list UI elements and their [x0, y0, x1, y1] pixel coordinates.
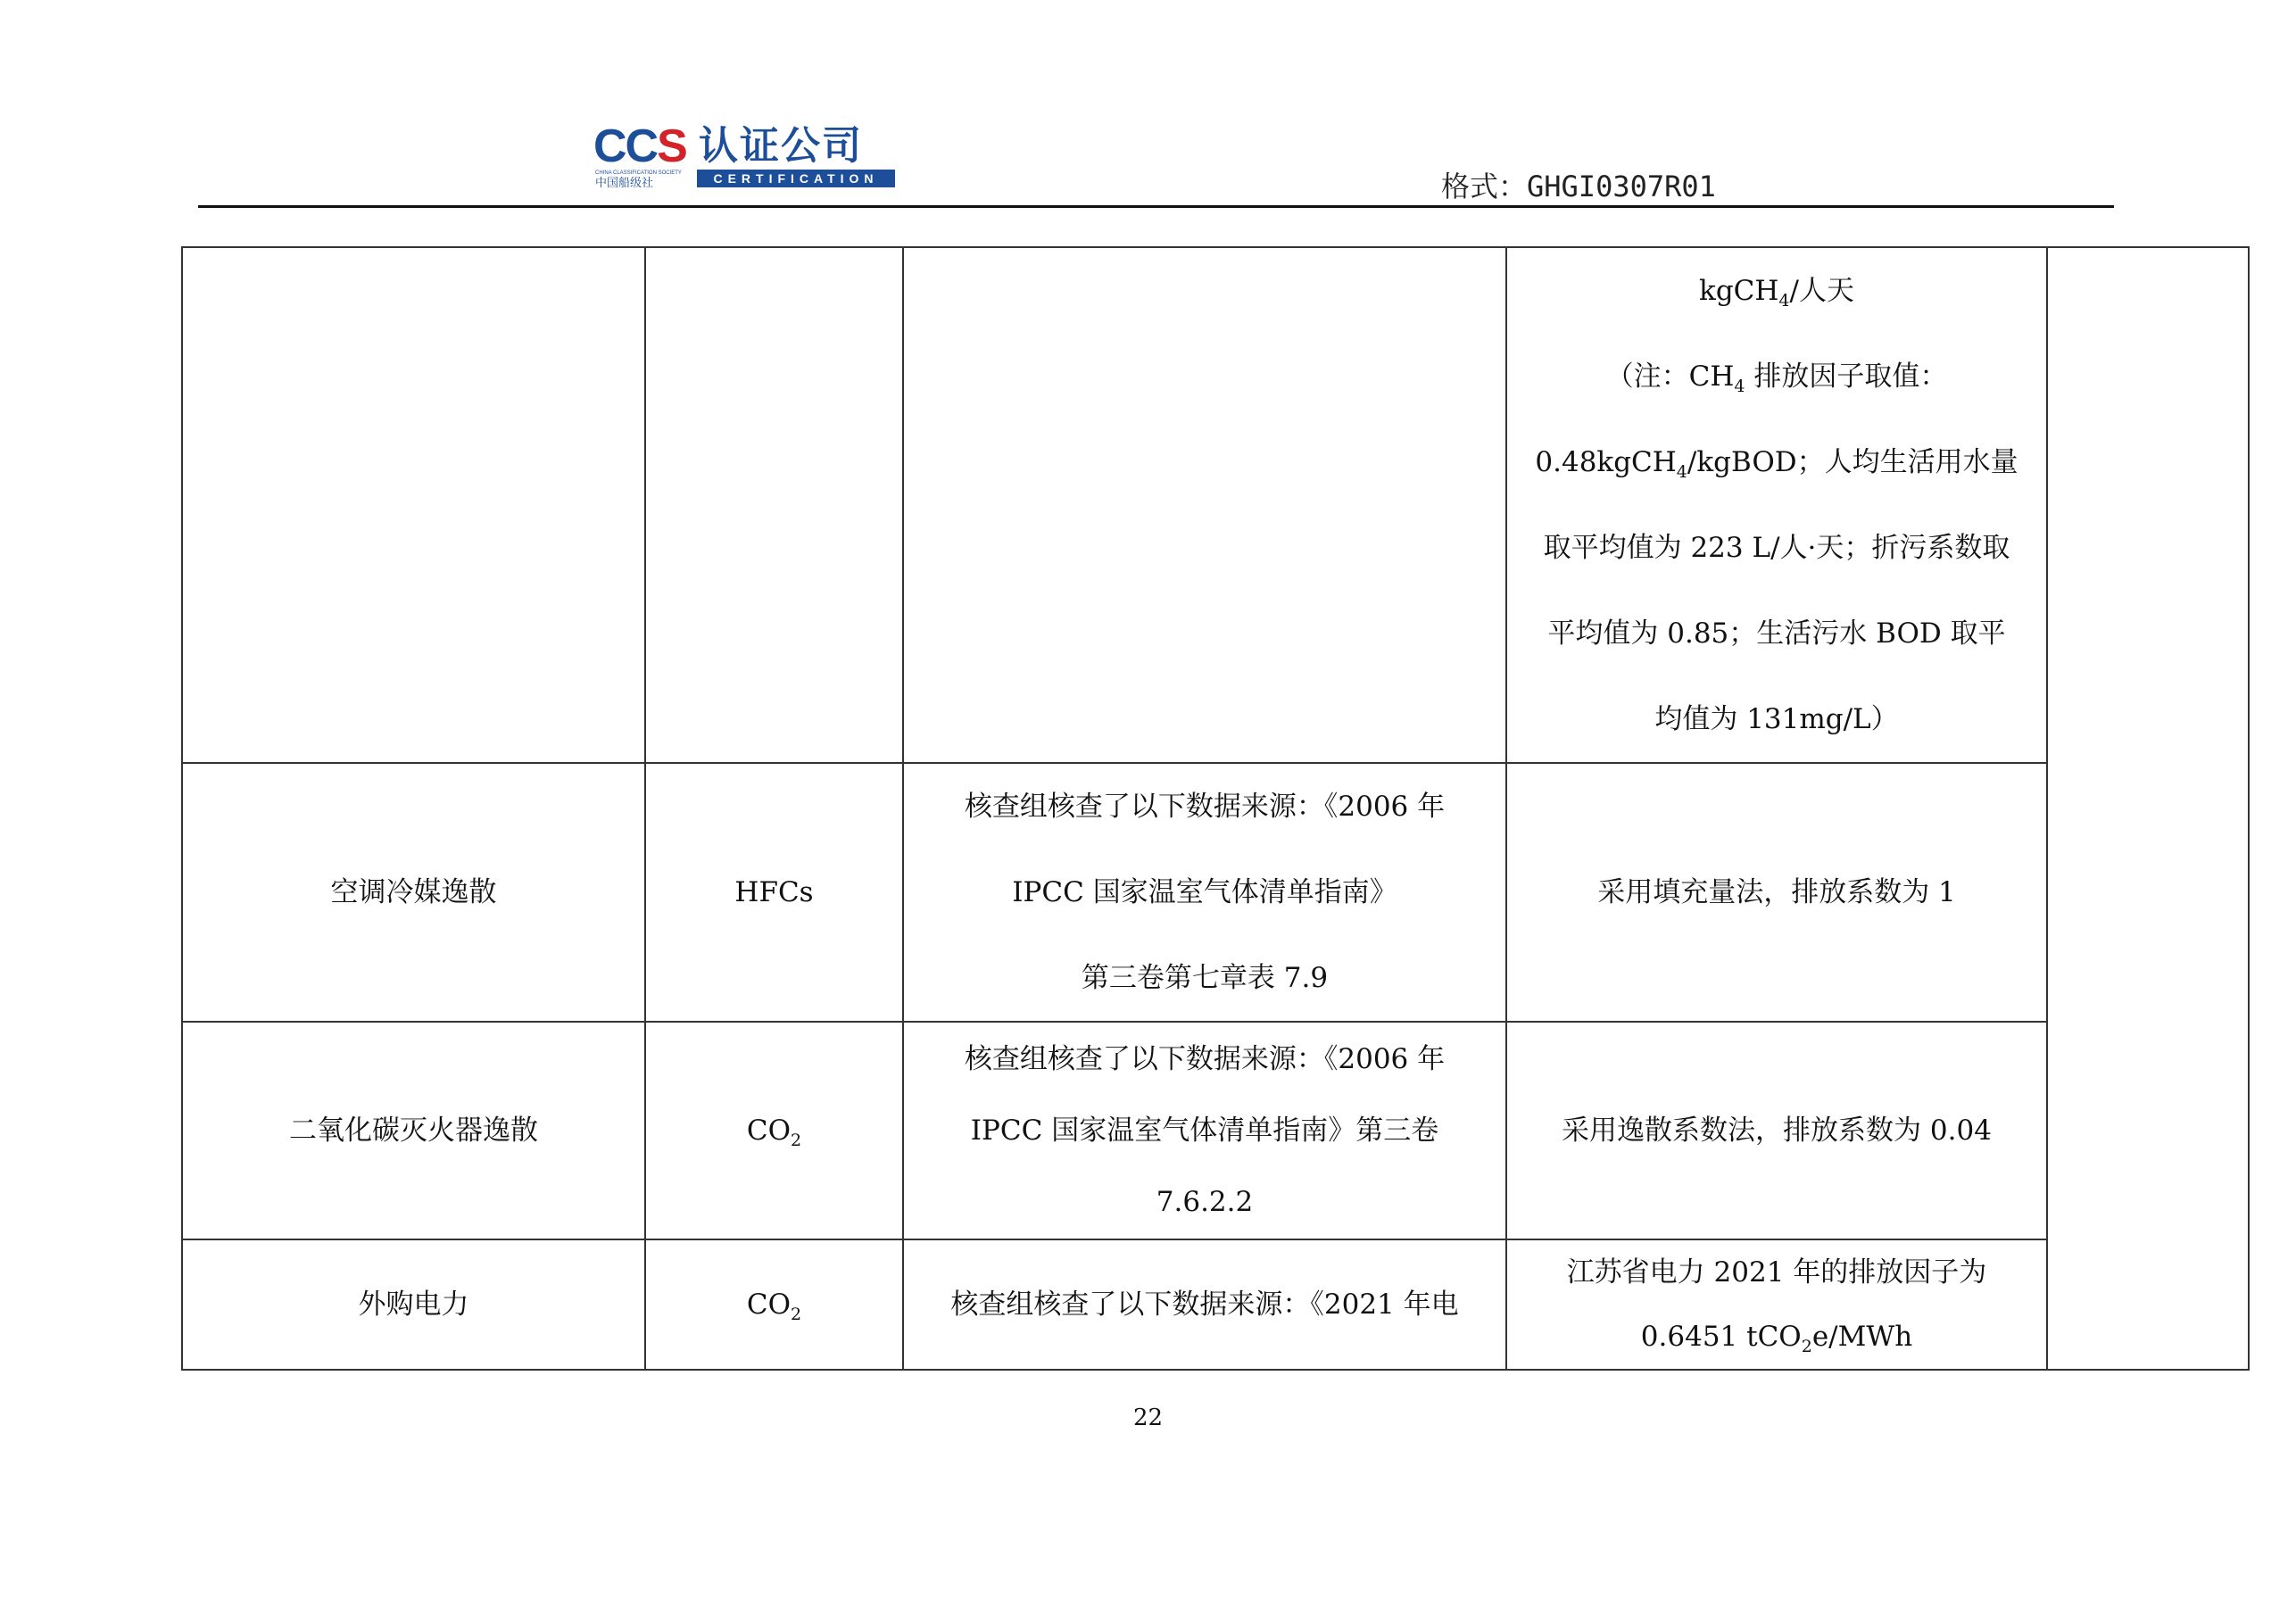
ccs-logo-mark: CCS [593, 120, 686, 172]
logo-society-en: CHINA CLASSIFICATION SOCIETY [595, 170, 682, 176]
source-cell [903, 247, 1506, 763]
method-cell: 采用填充量法，排放系数为 1 [1506, 763, 2047, 1022]
method-cell: kgCH$_4$/人天 （注：$CH_4$ 排放因子取值： 0.48kgCH$_4$/kgBOD；人均生活用水量 取平均值为 223 L/人·天；折污系数取 平均值为 0.85；生活污水 BOD 取平 均值为 131mg/L） [1506, 247, 2047, 763]
activity-cell [182, 247, 645, 763]
method-cell: 江苏省电力 2021 年的排放因子为 0.6451 tCO$_2$e/MWh [1506, 1239, 2047, 1370]
logo-company-name: 认证公司 [699, 123, 863, 169]
remarks-cell [2047, 247, 2249, 1370]
logo-certification-bar: CERTIFICATION [697, 170, 895, 187]
activity-cell: 二氧化碳灭火器逸散 [182, 1022, 645, 1239]
gas-cell: HFCs [645, 763, 903, 1022]
source-cell: 核查组核查了以下数据来源：《2006 年 IPCC 国家温室气体清单指南》 第三卷第七章表 7.9 [903, 763, 1506, 1022]
gas-cell: $CO_2$ [645, 1239, 903, 1370]
gas-cell [645, 247, 903, 763]
method-cell: 采用逸散系数法，排放系数为 0.04 [1506, 1022, 2047, 1239]
gas-cell: $CO_2$ [645, 1022, 903, 1239]
header-divider [198, 205, 2114, 208]
source-cell: 核查组核查了以下数据来源：《2021 年电 [903, 1239, 1506, 1370]
table-row [182, 763, 2249, 1022]
source-cell: 核查组核查了以下数据来源：《2006 年 IPCC 国家温室气体清单指南》第三卷 7.6.2.2 [903, 1022, 1506, 1239]
emission-factor-table [181, 246, 2250, 1371]
format-code: 格式：GHGI0307R01 [1441, 170, 1716, 203]
ccs-logo [593, 120, 906, 191]
activity-cell: 外购电力 [182, 1239, 645, 1370]
table-row [182, 1022, 2249, 1239]
table-row [182, 247, 2249, 763]
table-row [182, 1239, 2249, 1370]
activity-cell: 空调冷媒逸散 [182, 763, 645, 1022]
logo-society-cn: 中国船级社 [595, 177, 654, 190]
page-number: 22 [1132, 1405, 1164, 1431]
